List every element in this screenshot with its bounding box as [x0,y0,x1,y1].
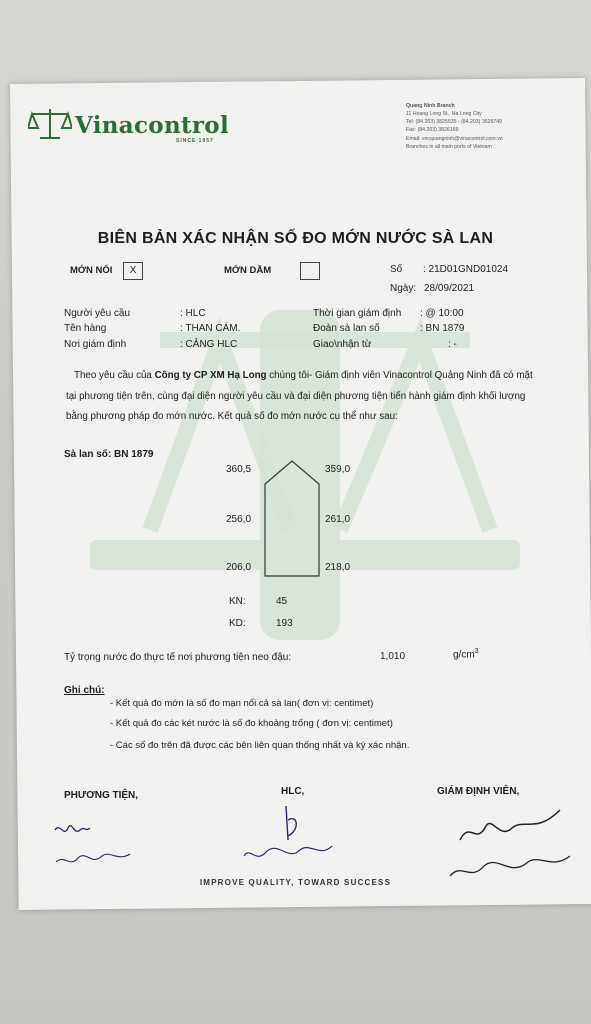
density-label: Tỷ trọng nước đo thực tế nơi phương tiện neo đậu: [64,652,292,663]
kn-value: 45 [276,596,288,607]
density-unit-text: g/cm [453,649,475,661]
doan-sa-lan-value: : BN 1879 [420,323,465,334]
ngay-value: 28/09/2021 [424,283,475,294]
draft-mid-left: 256,0 [226,514,252,525]
notes-heading: Ghi chú: [64,685,105,696]
note-item: - Kết quả đo mớn là số đo mạn nổi cả sà lan( đơn vị: centimet) [110,698,374,709]
branch-tel: Tel: (84.203) 3825535 - (84.203) 3629749 [406,119,503,125]
nguoi-yeu-cau-label: Người yêu cầu [64,308,131,319]
company-logo-text: Vinacontrol [75,112,229,139]
nguoi-yeu-cau-value: : HLC [180,308,206,319]
density-value: 1,010 [380,651,406,662]
so-label: Số [390,264,403,275]
ten-hang-label: Tên hàng [64,323,107,334]
giao-nhan-value: : - [448,339,457,350]
draft-mid-right: 261,0 [325,514,351,525]
intro-company: Công ty CP XM Hạ Long [154,370,267,381]
ten-hang-value: : THAN CÁM. [180,323,241,334]
so-value: : 21D01GND01024 [423,264,509,275]
signature-vessel-heading: PHƯƠNG TIỆN, [64,790,139,801]
draft-aft-left: 206,0 [226,562,252,573]
kd-label: KD: [229,618,246,629]
thoi-gian-label: Thời gian giám định [313,308,402,319]
draft-forward-right: 359,0 [325,464,351,475]
mon-dam-checkbox[interactable] [300,262,320,280]
footer-slogan: IMPROVE QUALITY, TOWARD SUCCESS [199,878,392,887]
signature-hlc-heading: HLC, [281,786,305,797]
doan-sa-lan-label: Đoàn sà lan số [313,323,380,334]
mon-noi-checkbox[interactable]: X [123,262,143,280]
thoi-gian-value: : @ 10:00 [420,308,464,319]
intro-text-2: chúng tôi- Giám định viên Vinacontrol Quảng Ninh đã có mặt tại phương tiện trên, cùng đại diện người yêu cầu và đại diện phương tiện tiến hành giám định khối lượng bằng phương pháp đo mớn nước. Kết quả số đo mớn nước cụ thể như sau: [66,370,533,422]
vinacontrol-logo-icon [28,106,72,142]
hlc-signature-image [238,800,338,870]
document-title: BIÊN BẢN XÁC NHẬN SỐ ĐO MỚN NƯỚC SÀ LAN [97,230,494,247]
company-logo-since: SINCE 1957 [176,138,214,144]
branch-address: 11 Hoang Long St., Ha Long City [406,111,482,117]
noi-giam-dinh-label: Nơi giám định [64,339,127,350]
mon-dam-label: MỚN DẦM [224,265,272,276]
intro-text-1: Theo yêu cầu của [74,370,155,381]
kn-label: KN: [229,596,246,607]
barge-outline-diagram [262,458,322,578]
noi-giam-dinh-value: : CẢNG HLC [180,339,238,350]
draft-forward-left: 360,5 [226,464,252,475]
intro-paragraph [66,366,534,428]
note-item: - Kết quả đo các két nước là số đo khoảng trống ( đơn vị: centimet) [110,718,393,729]
branch-email: Email: vncquangninh@vinacontrol.com.vn [406,136,503,142]
draft-aft-right: 218,0 [325,562,351,573]
signature-surveyor-heading: GIÁM ĐỊNH VIÊN, [437,786,520,797]
branch-fax: Fax: (84.203) 3826169 [406,127,459,133]
sa-lan-so-label: Sà lan số: BN 1879 [64,449,154,460]
branch-ports: Branches in all main ports of Vietnam [406,144,492,150]
note-item: - Các số đo trên đã được các bên liên quan thống nhất và ký xác nhận. [110,740,410,751]
kd-value: 193 [276,618,293,629]
giao-nhan-label: Giao\nhận từ [313,339,372,350]
mon-noi-label: MỚN NỔI [70,265,113,276]
density-unit-sup: 3 [474,648,479,655]
density-unit [453,648,479,660]
vessel-signature-image [50,818,140,878]
surveyor-signature-image [440,800,580,890]
ngay-label: Ngày: [390,283,417,294]
branch-name: Quang Ninh Branch [406,103,455,109]
